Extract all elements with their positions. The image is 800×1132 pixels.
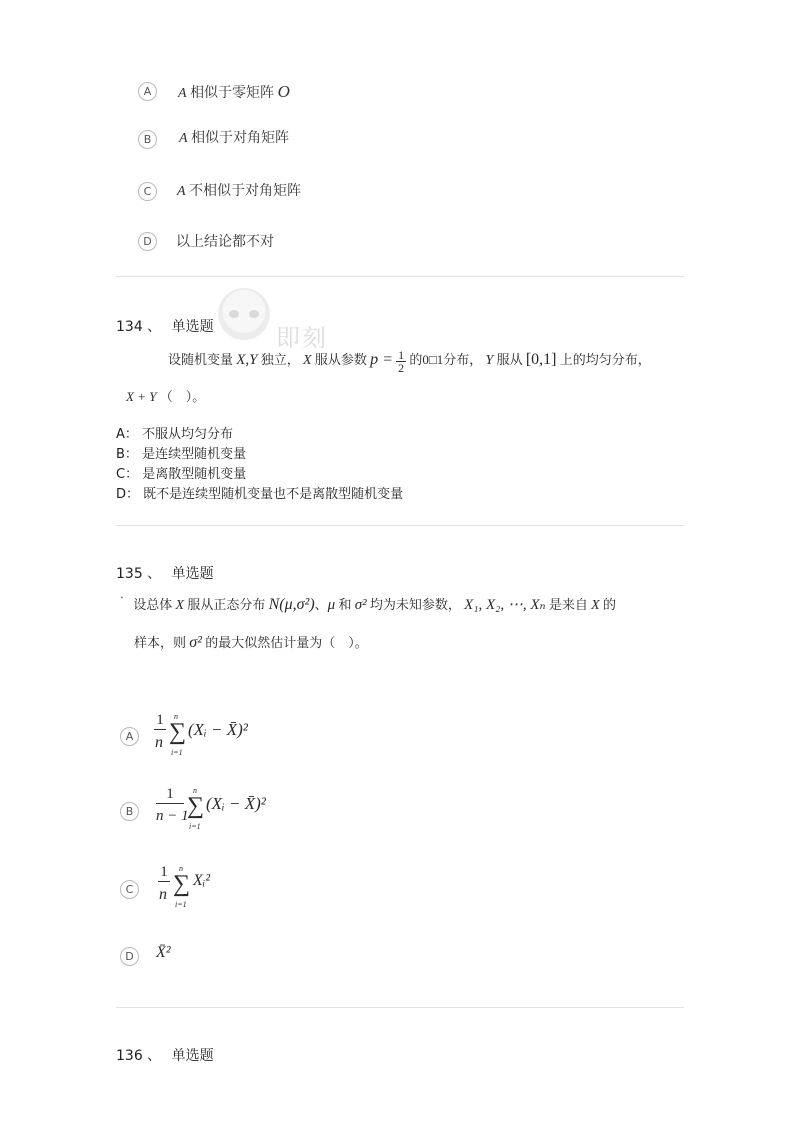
- summation-icon: ∑: [169, 719, 187, 745]
- option-circle-c[interactable]: C: [138, 182, 157, 201]
- question-number: 136 、: [116, 1048, 162, 1064]
- divider: [116, 276, 684, 277]
- option-circle-d[interactable]: D: [120, 947, 139, 966]
- matrix-var: A: [177, 184, 186, 199]
- formula-b: 1 n − 1 n ∑ i=1 (Xᵢ − X̄)²: [156, 786, 266, 831]
- q134-option-c[interactable]: C： 是离散型随机变量: [116, 467, 247, 482]
- option-text: 以上结论都不对: [176, 235, 274, 250]
- formula-c: 1 n n ∑ i=1 Xᵢ²: [159, 864, 211, 909]
- question-type: 单选题: [171, 566, 214, 582]
- option-circle-b[interactable]: B: [138, 130, 157, 149]
- question-number: 134 、: [116, 319, 162, 335]
- option-text: 相似于零矩阵: [190, 86, 275, 101]
- formula-a: 1 n n ∑ i=1 (Xᵢ − X̄)²: [155, 712, 248, 757]
- option-circle-a[interactable]: A: [120, 727, 139, 746]
- question-header-135: [116, 563, 214, 583]
- q134-option-b[interactable]: B： 是连续型随机变量: [116, 447, 247, 462]
- q134-option-d[interactable]: D： 既不是连续型随机变量也不是离散型随机变量: [116, 487, 404, 502]
- option-circle-c[interactable]: C: [120, 880, 139, 899]
- option-text: 相似于对角矩阵: [191, 131, 290, 146]
- question-stem-135-line2: 样本，则 σ² 的最大似然估计量为（ ）。: [134, 634, 368, 651]
- matrix-var: A: [178, 86, 187, 101]
- question-type: 单选题: [171, 319, 214, 335]
- question-stem-135: ` 设总体 X 服从正态分布 N(μ,σ²)、μ 和 σ² 均为未知参数， X₁, X₂, ⋯, Xₙ 是来自 X 的: [120, 594, 616, 613]
- divider: [116, 1007, 684, 1008]
- panda-watermark-icon: [218, 288, 270, 340]
- zero-matrix-symbol: O: [277, 82, 290, 101]
- formula-d: X̄²: [156, 944, 171, 961]
- option-text: 不相似于对角矩阵: [189, 184, 302, 199]
- q134-options: [116, 425, 403, 505]
- divider: [116, 525, 684, 526]
- q134-option-a[interactable]: A： 不服从均匀分布: [116, 427, 234, 442]
- summation-icon: ∑: [187, 793, 205, 819]
- question-header-134: [116, 316, 214, 336]
- summation-icon: ∑: [173, 871, 191, 897]
- matrix-var: A: [179, 131, 188, 146]
- option-circle-d[interactable]: D: [138, 232, 157, 251]
- option-circle-a[interactable]: A: [138, 82, 157, 101]
- watermark-text: 即刻: [276, 324, 328, 352]
- question-type: 单选题: [171, 1048, 214, 1064]
- question-number: 135 、: [116, 566, 162, 582]
- option-circle-b[interactable]: B: [120, 802, 139, 821]
- question-stem-134: 设随机变量 X,Y 独立， X 服从参数 p = $\frac{1}{2}$ 的0□1分布， Y 服从 [0,1] 上的均匀分布，: [168, 347, 651, 375]
- question-stem-134-line2: X + Y （ ）。: [126, 389, 206, 404]
- question-header-136: [116, 1045, 214, 1065]
